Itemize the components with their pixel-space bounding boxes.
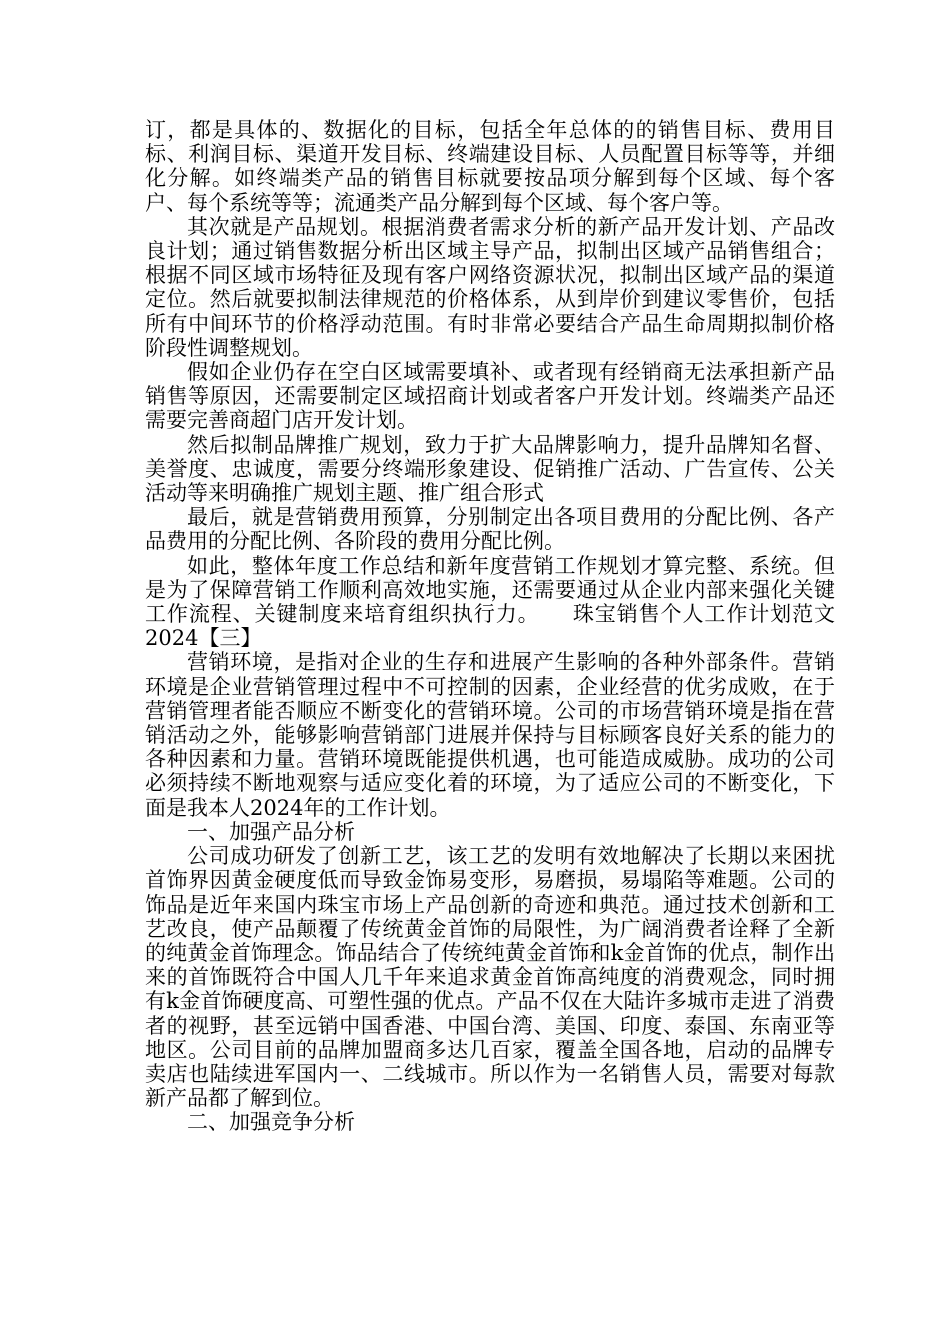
heading-competition-analysis: 二、加强竞争分析 xyxy=(187,1110,355,1135)
paragraph-conclusion: 如此，整体年度工作总结和新年度营销工作规划才算完整、系统。但是为了保障营销工作顺利高效地实施，还需要通过从企业内部来强化关键工作流程、关键制度来培育组织执行力。 珠宝销售个人工作计划范文2024【三】 xyxy=(145,553,835,651)
paragraph-product-analysis: 公司成功研发了创新工艺，该工艺的发明有效地解决了长期以来困扰首饰界因黄金硬度低而导致金饰易变形，易磨损，易塌陷等难题。公司的饰品是近年来国内珠宝市场上产品创新的奇迹和典范。通过技术创新和工艺改良，使产品颠覆了传统黄金首饰的局限性，为广阔消费者诠释了全新的纯黄金首饰理念。饰品结合了传统纯黄金首饰和k金首饰的优点，制作出来的首饰既符合中国人几千年来追求黄金首饰高纯度的消费观念，同时拥有k金首饰硬度高、可塑性强的优点。产品不仅在大陆许多城市走进了消费者的视野，甚至远销中国香港、中国台湾、美国、印度、泰国、东南亚等地区。公司目前的品牌加盟商多达几百家，覆盖全国各地，启动的品牌专卖店也陆续进军国内一、二线城市。所以作为一名销售人员，需要对每款新产品都了解到位。 xyxy=(145,844,835,1111)
paragraph-targets: 订，都是具体的、数据化的目标，包括全年总体的的销售目标、费用目标、利润目标、渠道开发目标、终端建设目标、人员配置目标等等，并细化分解。如终端类产品的销售目标就要按品项分解到每个区域、每个客户、每个系统等等；流通类产品分解到每个区域、每个客户等。 xyxy=(145,118,835,215)
document-page xyxy=(145,118,835,1135)
paragraph-region-recruitment: 假如企业仍存在空白区域需要填补、或者现有经销商无法承担新产品销售等原因，还需要制定区域招商计划或者客户开发计划。终端类产品还需要完善商超门店开发计划。 xyxy=(145,360,835,433)
paragraph-brand-promotion: 然后拟制品牌推广规划，致力于扩大品牌影响力，提升品牌知名督、美誉度、忠诚度，需要分终端形象建设、促销推广活动、广告宣传、公关活动等来明确推广规划主题、推广组合形式 xyxy=(145,432,835,506)
heading-product-analysis: 一、加强产品分析 xyxy=(187,819,355,844)
paragraph-budget: 最后，就是营销费用预算，分别制定出各项目费用的分配比例、各产品费用的分配比例、各阶段的费用分配比例。 xyxy=(145,505,835,554)
paragraph-product-planning: 其次就是产品规划。根据消费者需求分析的新产品开发计划、产品改良计划；通过销售数据分析出区域主导产品，拟制出区域产品销售组合；根据不同区域市场特征及现有客户网络资源状况，拟制出区域产品的渠道定位。然后就要拟制法律规范的价格体系，从到岸价到建议零售价，包括所有中间环节的价格浮动范围。有时非常必要结合产品生命周期拟制价格阶段性调整规划。 xyxy=(145,214,835,360)
paragraph-marketing-environment: 营销环境，是指对企业的生存和进展产生影响的各种外部条件。营销环境是企业营销管理过程中不可控制的因素，企业经营的优劣成败，在于营销管理者能否顺应不断变化的营销环境。公司的市场营销环境是指在营销活动之外，能够影响营销部门进展并保持与目标顾客良好关系的能力的各种因素和力量。营销环境既能提供机遇，也可能造成威胁。成功的公司必须持续不断地观察与适应变化着的环境，为了适应公司的不断变化，下面是我本人2024年的工作计划。 xyxy=(145,650,835,820)
